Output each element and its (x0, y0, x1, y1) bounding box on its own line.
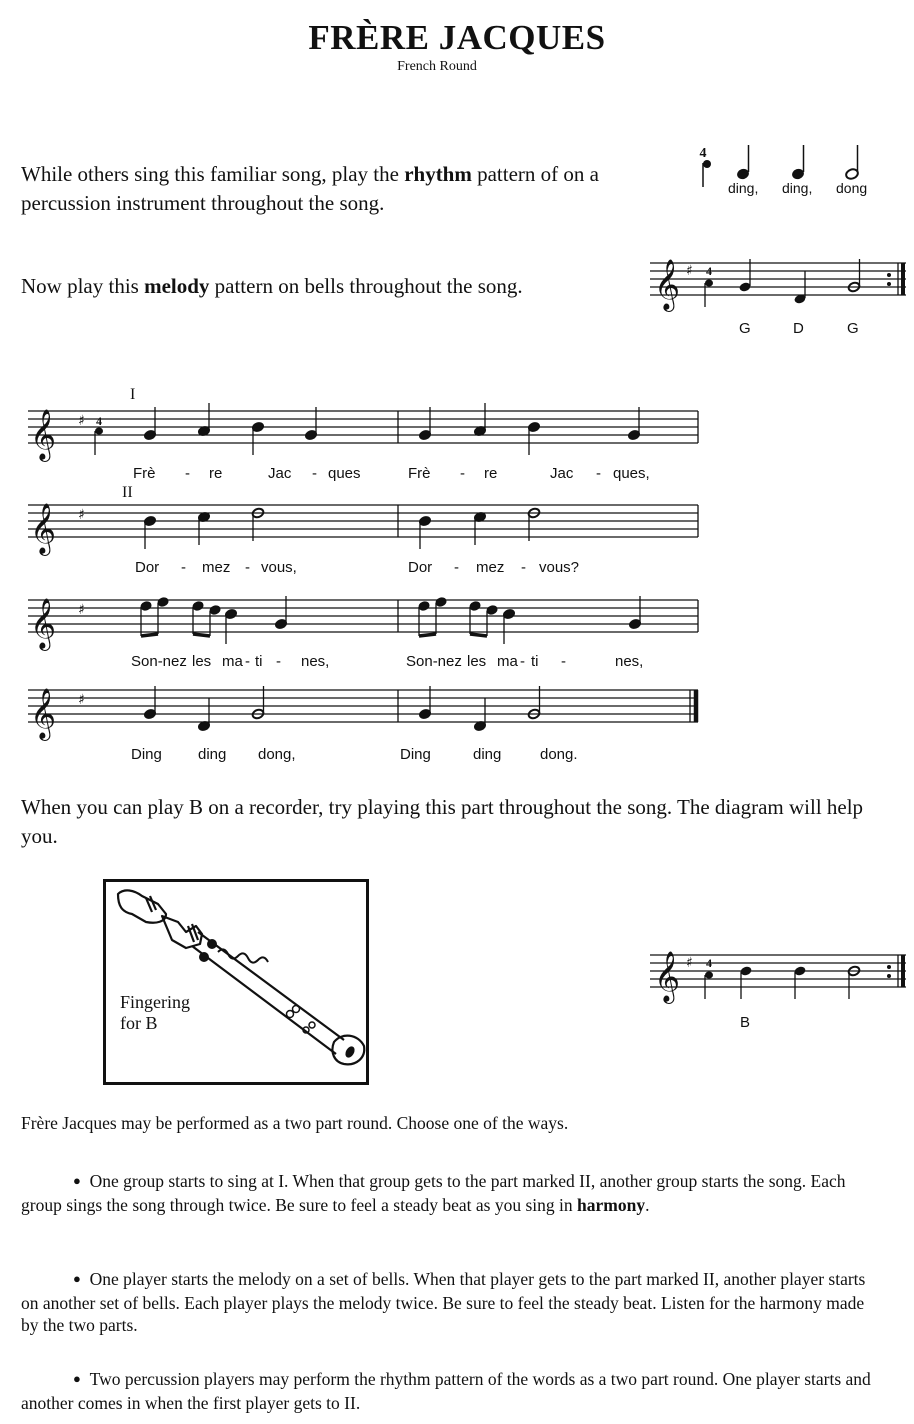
performance-intro: Frère Jacques may be performed as a two part round. Choose one of the ways. (21, 1113, 569, 1133)
melody-instructions (21, 272, 641, 301)
song-staff-line-3 (28, 592, 700, 652)
lyric: ding (198, 746, 227, 763)
lyric: - (185, 465, 190, 482)
lyric: Son-nez (406, 653, 462, 670)
lyric: re (484, 465, 498, 482)
song-staff-line-2 (28, 497, 700, 557)
svg-text:♯: ♯ (78, 602, 85, 618)
lyric: Frè (133, 465, 156, 482)
bullet-icon: ● (73, 1371, 81, 1386)
lyric: - (312, 465, 317, 482)
lyric: - (596, 465, 601, 482)
svg-text:𝄞: 𝄞 (30, 688, 57, 739)
part-marker-1: I (130, 386, 136, 403)
lyric: dong. (540, 746, 578, 763)
lyric: les (467, 653, 487, 670)
svg-text:𝄞: 𝄞 (654, 259, 681, 310)
lyric: mez (476, 559, 505, 576)
lyric: - (460, 465, 465, 482)
lyric: - (521, 559, 526, 576)
lyric: - (245, 653, 250, 670)
recorder-icon (106, 882, 366, 1082)
lyric: ques (328, 465, 361, 482)
rhythm-word-1: ding, (728, 180, 759, 196)
lyric: dong, (258, 746, 296, 763)
lyric: - (454, 559, 459, 576)
lyric: Son-nez (131, 653, 187, 670)
performance-option-2 (21, 1268, 871, 1336)
lyric: Ding (400, 746, 431, 763)
song-staff-line-4 (28, 682, 700, 742)
lyric: ques, (613, 465, 650, 482)
svg-text:4: 4 (96, 414, 102, 428)
option-1-bold: harmony (577, 1195, 646, 1215)
rhythm-instructions (21, 160, 681, 218)
svg-text:𝄞: 𝄞 (30, 409, 57, 460)
melody-pattern-staff (650, 255, 910, 315)
melody-note-3: G (847, 320, 859, 337)
page-subtitle: French Round (397, 59, 477, 74)
lyric: Dor (408, 559, 433, 576)
fingering-label-line1: Fingering (120, 992, 190, 1012)
rhythm-word-3: dong (836, 180, 868, 196)
svg-text:4: 4 (699, 146, 707, 161)
svg-text:4: 4 (706, 956, 712, 970)
lyric: Ding (131, 746, 162, 763)
lyric: les (192, 653, 212, 670)
lyric: re (209, 465, 223, 482)
lyric: ma (497, 653, 518, 670)
lyric: - (181, 559, 186, 576)
lyric: Frè (408, 465, 431, 482)
recorder-instructions: When you can play B on a recorder, try playing this part throughout the song. The diagram will help you. (21, 795, 864, 848)
lyric: ding (473, 746, 502, 763)
recorder-note-label: B (740, 1014, 751, 1031)
bullet-icon: ● (73, 1173, 81, 1188)
lyric: Dor (135, 559, 160, 576)
svg-text:♯: ♯ (78, 413, 85, 429)
recorder-fingering-diagram (103, 879, 369, 1085)
lyric: nes, (615, 653, 644, 670)
option-3-text: Two percussion players may perform the rhythm pattern of the words as a two part round. One player starts and another comes in when the first player gets to II. (21, 1369, 871, 1413)
part-marker-2: II (122, 484, 133, 501)
rhythm-text-before: While others sing this familiar song, play the (21, 162, 405, 186)
song-staff-line-1 (28, 403, 700, 463)
recorder-part-staff (650, 947, 910, 1007)
melody-note-2: D (793, 320, 804, 337)
lyric: nes, (301, 653, 330, 670)
fingering-label-line2: for B (120, 1013, 158, 1033)
lyric: Jac (268, 465, 292, 482)
lyric: ti (255, 653, 263, 670)
lyric: Jac (550, 465, 574, 482)
performance-option-3 (21, 1368, 871, 1414)
melody-text-before: Now play this (21, 274, 145, 298)
svg-text:𝄞: 𝄞 (654, 951, 681, 1002)
melody-text-after: pattern on bells throughout the song. (209, 274, 523, 298)
performance-option-1 (21, 1170, 871, 1216)
lyric: mez (202, 559, 231, 576)
svg-text:♯: ♯ (686, 263, 693, 279)
svg-text:𝄞: 𝄞 (30, 598, 57, 649)
bullet-icon: ● (73, 1271, 81, 1286)
lyric: vous? (539, 559, 580, 576)
fingering-label (120, 992, 190, 1034)
page-title: FRÈRE JACQUES (308, 18, 606, 57)
lyric: - (561, 653, 566, 670)
melody-note-1: G (739, 320, 751, 337)
rhythm-bold-word: rhythm (404, 162, 472, 186)
svg-text:4: 4 (706, 264, 712, 278)
svg-text:𝄞: 𝄞 (30, 503, 57, 554)
option-1-text: One group starts to sing at I. When that group gets to the part marked II, another group starts the song. Each group sings the song through twice. Be sure to feel a steady beat as you sing in (21, 1171, 846, 1215)
lyric: vous, (261, 559, 297, 576)
rhythm-text-after: pattern of on a percussion instrument throughout the song. (21, 162, 599, 215)
lyric: - (276, 653, 281, 670)
lyric: ma (222, 653, 243, 670)
option-2-text: One player starts the melody on a set of bells. When that player gets to the part marked II, another player starts on another set of bells. Each player plays the melody twice. Be sure to feel the steady beat. Listen for the harmony made by the two parts. (21, 1269, 866, 1335)
lyric: ti (531, 653, 539, 670)
svg-text:♯: ♯ (78, 692, 85, 708)
svg-text:♯: ♯ (78, 507, 85, 523)
rhythm-word-2: ding, (782, 180, 813, 196)
option-1-end: . (645, 1195, 650, 1215)
lyric: - (520, 653, 525, 670)
melody-bold-word: melody (144, 274, 210, 298)
svg-text:♯: ♯ (686, 955, 693, 971)
lyric: - (245, 559, 250, 576)
